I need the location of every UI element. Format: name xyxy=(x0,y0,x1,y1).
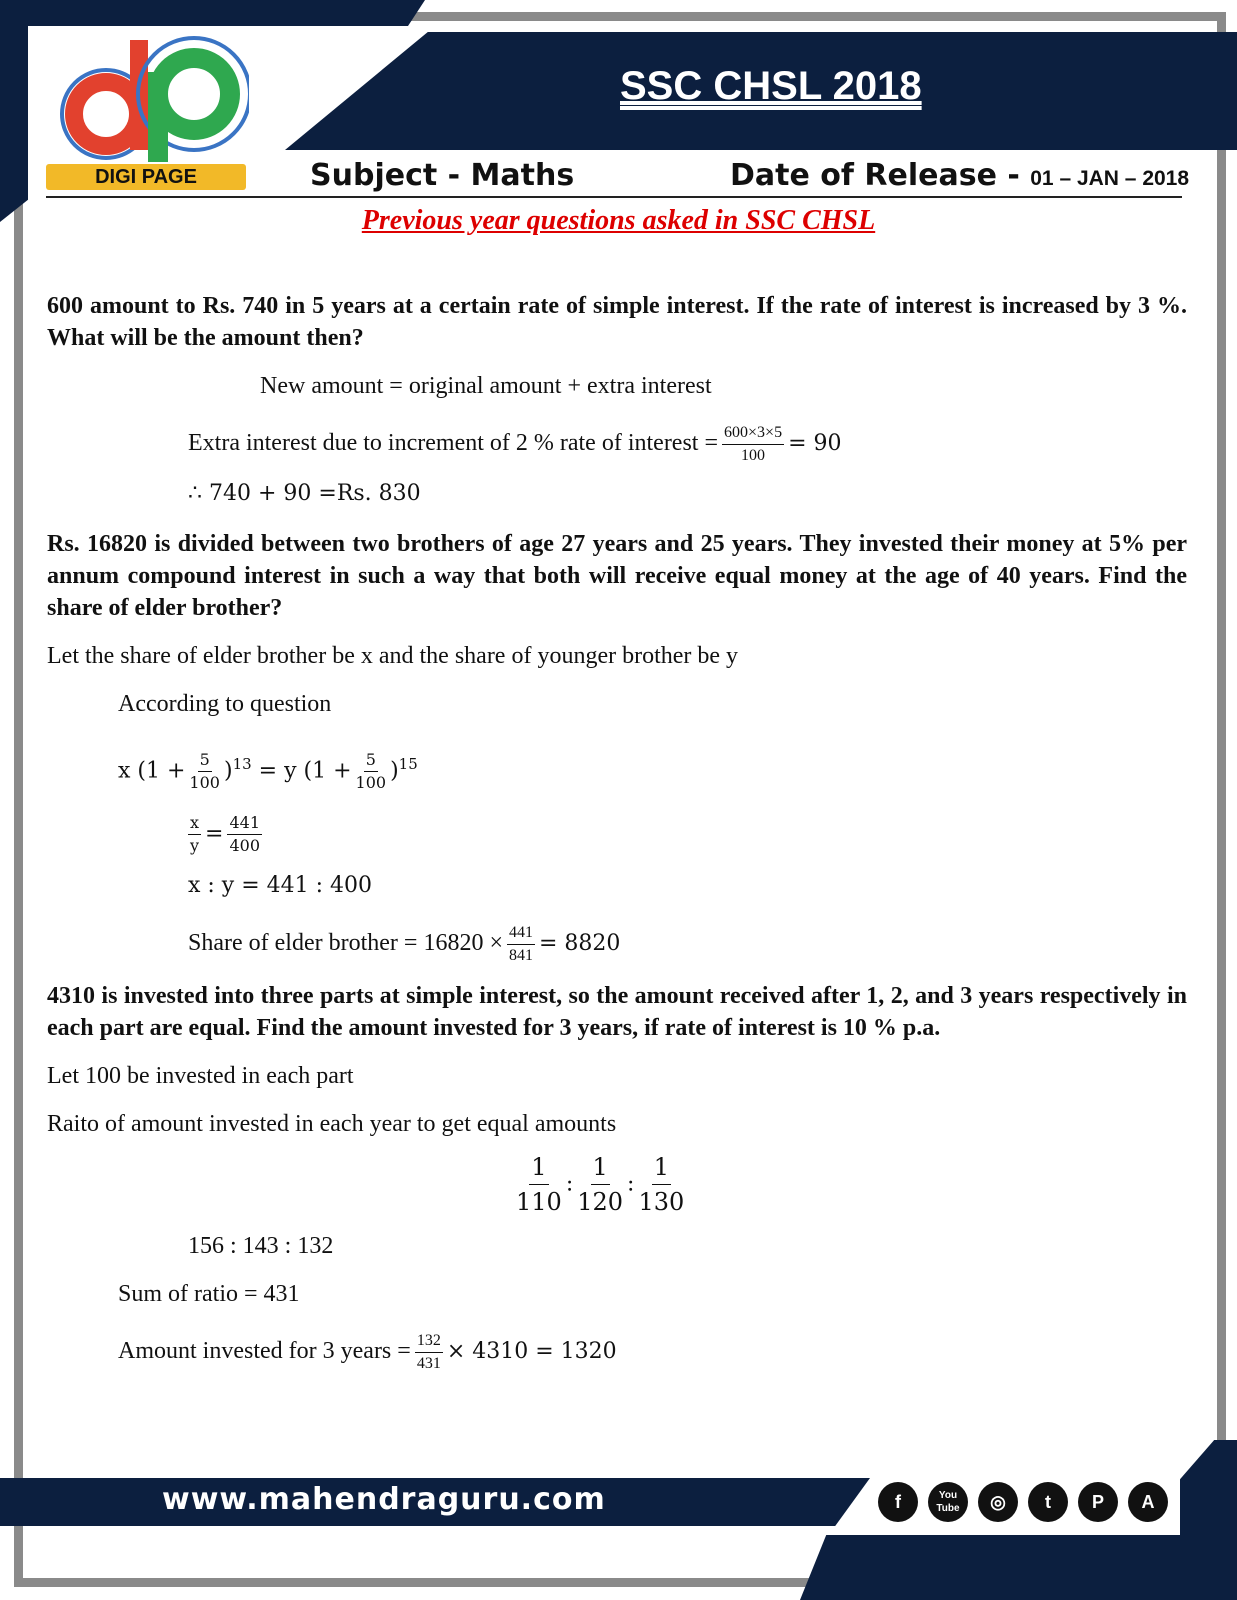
text: = y (1 + xyxy=(258,758,352,784)
fraction xyxy=(189,749,220,794)
denominator: 120 xyxy=(577,1188,624,1216)
logo-label: DIGI PAGE xyxy=(46,164,246,190)
q1-line: ∴ 740 + 90 =Rs. 830 xyxy=(188,481,421,506)
exponent: 13 xyxy=(232,755,252,773)
header-band-top xyxy=(0,0,425,26)
fraction xyxy=(356,749,387,794)
numerator: 441 xyxy=(227,812,262,835)
fraction xyxy=(227,812,262,857)
text: = 8820 xyxy=(538,931,621,957)
pinterest-icon[interactable]: P xyxy=(1078,1482,1118,1522)
denominator: 130 xyxy=(638,1188,685,1216)
q1-line: New amount = original amount + extra interest xyxy=(260,373,712,399)
fraction xyxy=(188,812,201,857)
numerator: 600×3×5 xyxy=(722,422,784,445)
page-title: SSC CHSL 2018 xyxy=(620,64,922,108)
text: Extra interest due to increment of 2 % rate of interest = xyxy=(188,430,719,457)
denominator: 400 xyxy=(229,836,261,855)
q3-line: Let 100 be invested in each part xyxy=(47,1063,354,1089)
youtube-icon[interactable]: You Tube xyxy=(928,1482,968,1522)
colon: : xyxy=(565,1171,574,1197)
facebook-icon[interactable]: f xyxy=(878,1482,918,1522)
header-band-left xyxy=(0,0,28,222)
q2-share xyxy=(188,922,620,967)
q3-line: Raito of amount invested in each year to get equal amounts xyxy=(47,1111,617,1137)
website-link[interactable]: www.mahendraguru.com xyxy=(162,1482,606,1517)
denominator: 100 xyxy=(355,772,387,792)
numerator: 132 xyxy=(415,1330,443,1353)
q3-line xyxy=(118,1330,617,1375)
q2-ratio: x : y = 441 : 400 xyxy=(188,873,373,898)
q2-ratio-fraction: $\frac{x}{y}$ = $\frac{441}{400}$ xyxy=(189,813,261,855)
q2-line: According to question xyxy=(118,691,332,717)
question-3: 4310 is invested into three parts at simple interest, so the amount received after 1, 2, and 3 years respectively in each part are equal. Find the amount invested for 3 years, if rate of interest is 10 % p.a. xyxy=(47,983,1187,1041)
colon: : xyxy=(627,1171,635,1197)
subtitle: Previous year questions asked in SSC CHSL xyxy=(361,205,876,236)
numerator: 441 xyxy=(507,922,535,945)
numerator: 1 xyxy=(652,1150,671,1185)
instagram-icon[interactable]: ◎ xyxy=(978,1482,1018,1522)
fraction xyxy=(516,1150,562,1219)
text: x (1 + xyxy=(118,758,186,784)
q3-fractions xyxy=(512,1150,688,1219)
exponent: 15 xyxy=(398,755,418,773)
fraction xyxy=(722,422,784,467)
fraction xyxy=(638,1150,684,1219)
denominator: 431 xyxy=(416,1355,441,1372)
q2-line: Let the share of elder brother be x and the share of younger brother be y xyxy=(47,643,739,669)
release-date xyxy=(730,158,1189,193)
denominator: 841 xyxy=(508,947,533,964)
footer-band-bottom xyxy=(800,1535,1237,1600)
digi-page-logo xyxy=(44,32,249,162)
denominator: 100 xyxy=(189,772,220,792)
q2-equation: x (1 + $\frac{5}{100}$ )$^{13}$ = y (1 + $\frac{5}{100}$ )$^{15}$ xyxy=(118,749,418,792)
numerator: 1 xyxy=(529,1150,548,1185)
question-2: Rs. 16820 is divided between two brothers of age 27 years and 25 years. They invested their money at 5% per annum compound interest in such a way that both will receive equal money at the age of 40 years. Find the share of elder brother? xyxy=(47,531,1187,621)
date-value: 01 – JAN – 2018 xyxy=(1030,167,1190,190)
q3-line: Sum of ratio = 431 xyxy=(118,1281,300,1307)
fraction xyxy=(415,1330,443,1375)
twitter-icon[interactable]: t xyxy=(1028,1482,1068,1522)
question-1: 600 amount to Rs. 740 in 5 years at a certain rate of simple interest. If the rate of interest is increased by 3 %. What will be the amount then? xyxy=(47,293,1187,351)
fraction xyxy=(577,1150,623,1219)
q1-line xyxy=(188,422,841,467)
numerator: x xyxy=(188,812,201,835)
text: Share of elder brother = 16820 × xyxy=(188,930,503,957)
header-divider xyxy=(46,196,1182,198)
q3-line: 156 : 143 : 132 xyxy=(188,1233,334,1259)
denominator: 110 xyxy=(516,1188,562,1216)
numerator: 1 xyxy=(591,1150,610,1185)
fraction xyxy=(507,922,535,967)
date-label: Date of Release - xyxy=(730,158,1031,193)
text: = 90 xyxy=(788,431,842,457)
text: Amount invested for 3 years = xyxy=(118,1338,411,1365)
numerator: 5 xyxy=(364,749,378,772)
denominator: y xyxy=(189,836,200,855)
numerator: 5 xyxy=(198,749,212,772)
subject: Subject - Maths xyxy=(310,158,575,193)
denominator: 100 xyxy=(741,447,766,464)
text: × 4310 = 1320 xyxy=(446,1339,617,1365)
android-icon[interactable]: A xyxy=(1128,1482,1168,1522)
